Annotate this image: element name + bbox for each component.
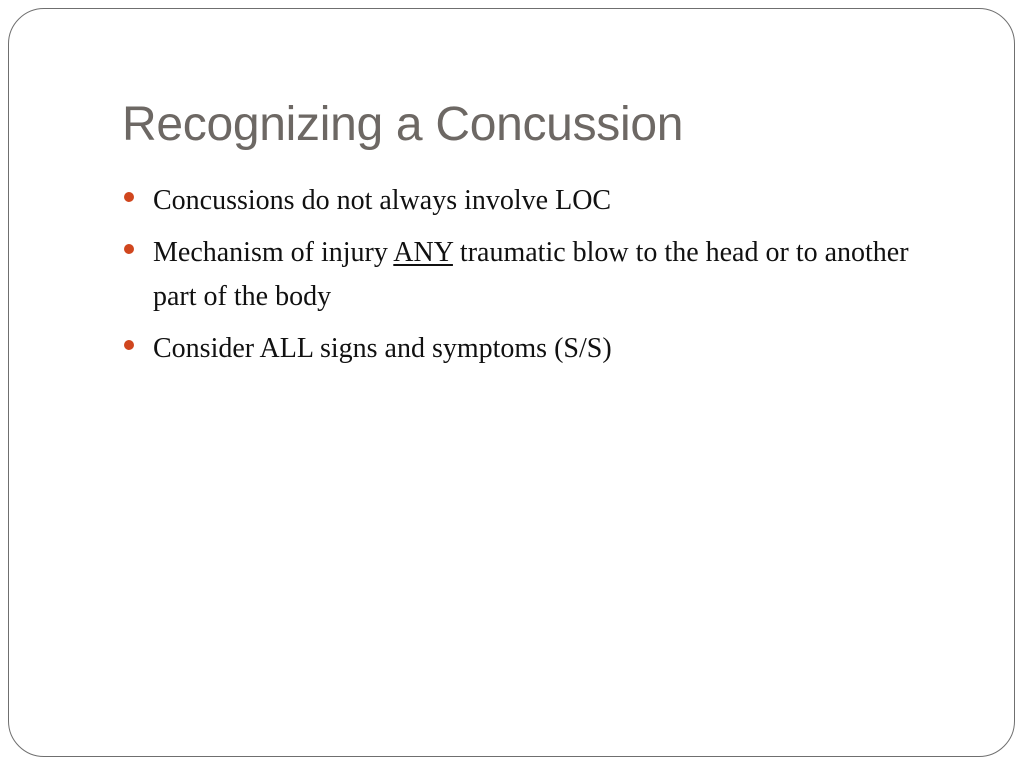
bullet-item [124, 179, 954, 223]
bullet-item [124, 327, 954, 371]
bullet-text-end: traumatic blow to the head or to another part of the body [153, 237, 909, 312]
bullet-item [124, 231, 954, 319]
bullet-dot-icon [124, 244, 134, 254]
bullet-dot-icon [124, 192, 134, 202]
bullet-list [124, 179, 954, 379]
bullet-text-start: Mechanism of injury [153, 237, 394, 268]
slide-title: Recognizing a Concussion [122, 98, 684, 151]
bullet-dot-icon [124, 340, 134, 350]
slide-frame [8, 8, 1015, 757]
bullet-text: Concussions do not always involve LOC [153, 185, 612, 216]
bullet-text: Consider ALL signs and symptoms (S/S) [153, 333, 612, 364]
bullet-emphasis: ANY [393, 237, 453, 268]
